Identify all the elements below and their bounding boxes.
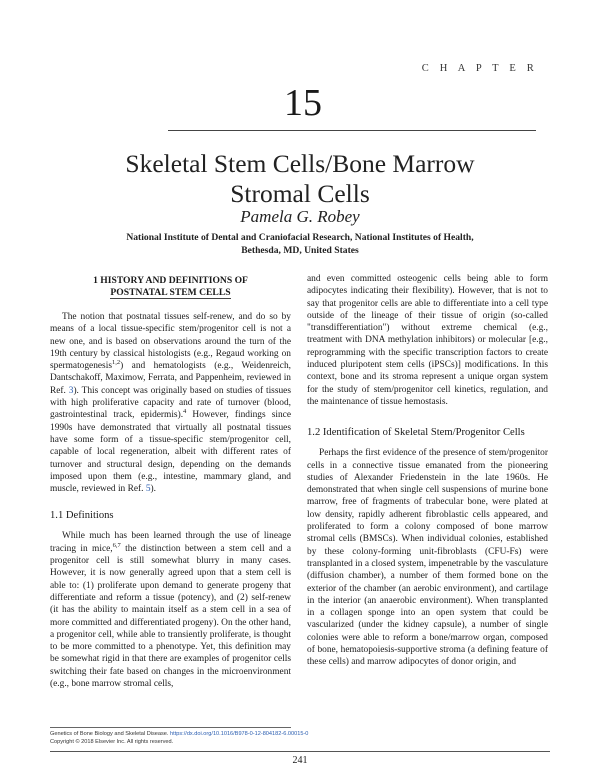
text-run: ).: [150, 484, 156, 495]
page-title: [60, 149, 540, 209]
text-run: ). This concept was originally based on studies of tissues with high proliferative capacity and rate of turnover (blood, gastrointestinal track, epidermis).: [50, 385, 291, 421]
title-line-1: Skeletal Stem Cells/Bone Marrow: [125, 149, 475, 178]
text-run: While much has been learned through the use of lineage tracing in mice,: [50, 531, 291, 554]
section-1-heading-line-2-text: POSTNATAL STEM CELLS: [110, 287, 231, 298]
continued-paragraph: and even committed osteogenic cells being able to form adipocytes indicating their flexibility). However, that is not to say that progenitor cells are able to differentiate into a cell type outside of the lineage of their tissue of origin (so-called "transdifferentiation") without extreme chemical (e.g., treatment with DNA methylation inhibitors) or molecular [e.g., reprogramming with the specific transcription factors to create induced pluripotent stem cells (iPSCs)] modifications. In this context, bone and its stroma represent a unique organ system for the study of stem/progenitor cell kinetics, regulation, and the maintenance of tissue hemostasis.: [307, 274, 548, 407]
footnote-line-1: [50, 730, 380, 738]
journal-citation: Genetics of Bone Biology and Skeletal Disease.: [50, 731, 171, 737]
section-1-2-heading: 1.2 Identification of Skeletal Stem/Progenitor Cells: [307, 427, 525, 439]
text-run: The notion that postnatal tissues self-renew, and do so by means of a local tissue-specific stem/progenitor cell is not a new one, and is based on observations around the turn of the 19th century by classical histologists (e.g., Regaud working on spermatogenesis: [50, 312, 291, 372]
affiliation-line-1: National Institute of Dental and Craniofacial Research, National Institutes of Health,: [126, 232, 474, 243]
section-1-heading: [50, 275, 291, 299]
section-1-2-paragraph: Perhaps the first evidence of the presence of stem/progenitor cells in a connective tissue emanated from the pioneering studies of Alexander Friedenstein in the late 1960s. He demonstrated that when single cell suspensions of murine bone marrow, free of fragments of trabecular bone, were plated at low density, rapidly adherent fibroblastic cells appeared, and proliferated to form a colony composed of bone marrow stromal cells (BMSCs). When individual colonies, established by these colony-forming unit-fibroblasts (CFU-Fs) were transplanted in a closed system, impenetrable by the vasculature (diffusion chamber), a number of them formed bone on the exterior of the chamber (an aerobic environment), and cartilage in the interior (an anaerobic environment). When transplanted in a collagen sponge into an open system that could be vascularized (under the kidney capsule), a number of single colonies were able to reform a bone/marrow organ, composed of bone, hematopoiesis-supportive stroma (a defining feature of these cells) and marrow adipocytes of donor origin, and: [307, 448, 548, 668]
chapter-rule: [168, 130, 536, 131]
left-column: [50, 273, 291, 690]
section-1-heading-line-1: 1 HISTORY AND DEFINITIONS OF: [93, 275, 248, 286]
section-1-1-heading: 1.1 Definitions: [50, 510, 114, 522]
chapter-label: C H A P T E R: [421, 63, 538, 74]
affiliation-line-2: Bethesda, MD, United States: [241, 245, 359, 256]
author-affiliation: [110, 231, 490, 257]
footnote-line-2: Copyright © 2018 Elsevier Inc. All rights reserved.: [50, 739, 174, 745]
title-line-2: Stromal Cells: [230, 179, 370, 208]
page-number: 241: [292, 755, 308, 766]
chapter-number: 15: [284, 82, 322, 124]
author-name: Pamela G. Robey: [240, 207, 360, 226]
section-1-1-paragraph: [50, 530, 291, 690]
section-1-heading-line-2: [50, 287, 291, 299]
doi-link[interactable]: https://dx.doi.org/10.1016/B978-0-12-804182-6.00015-0: [170, 731, 309, 737]
page-bottom-rule: [50, 751, 550, 752]
citation-link[interactable]: 4: [183, 408, 187, 416]
reference-link[interactable]: 3: [68, 385, 74, 396]
copyright-footnote: [50, 730, 380, 746]
text-run: However, findings since 1990s have demonstrated that virtually all postnatal tissues have some form of a tissue-specific stem/progenitor cell, capable of local regeneration, albeit with different rates of turnover and structural design, depending on the demands imposed upon them (e.g., intestine, mammary gland, and muscle, reviewed in Ref.: [50, 410, 291, 495]
text-run: ) and hematologists (e.g., Weidenreich, Dantschakoff, Maximow, Ferrata, and Pappenheim, reviewed in Ref.: [50, 361, 291, 396]
citation-link[interactable]: 1,2: [111, 359, 121, 367]
reference-link[interactable]: 5: [145, 484, 151, 495]
section-1-paragraph: [50, 311, 291, 495]
right-column: [307, 273, 548, 669]
text-run: the distinction between a stem cell and a progenitor cell is still somewhat blurry in many cases. However, it is now generally agreed upon that a stem cell is able to: (1) proliferate upon demand to generate progeny that differentiate and reform a tissue (potency), and (2) self-renew (it has the ability to maintain itself as a stem cell in a sea of more committed and differentiated progeny). On the other hand, a progenitor cell, while able to transiently proliferate, is thought to be more committed to a phenotype. Yet, this definition may be somewhat rigid in that there are examples of progenitor cells switching their fate based on changes in the microenvironment (e.g., bone marrow stromal cells,: [50, 543, 291, 690]
footnote-rule: [50, 727, 291, 728]
citation-link[interactable]: 6,7: [112, 541, 121, 549]
